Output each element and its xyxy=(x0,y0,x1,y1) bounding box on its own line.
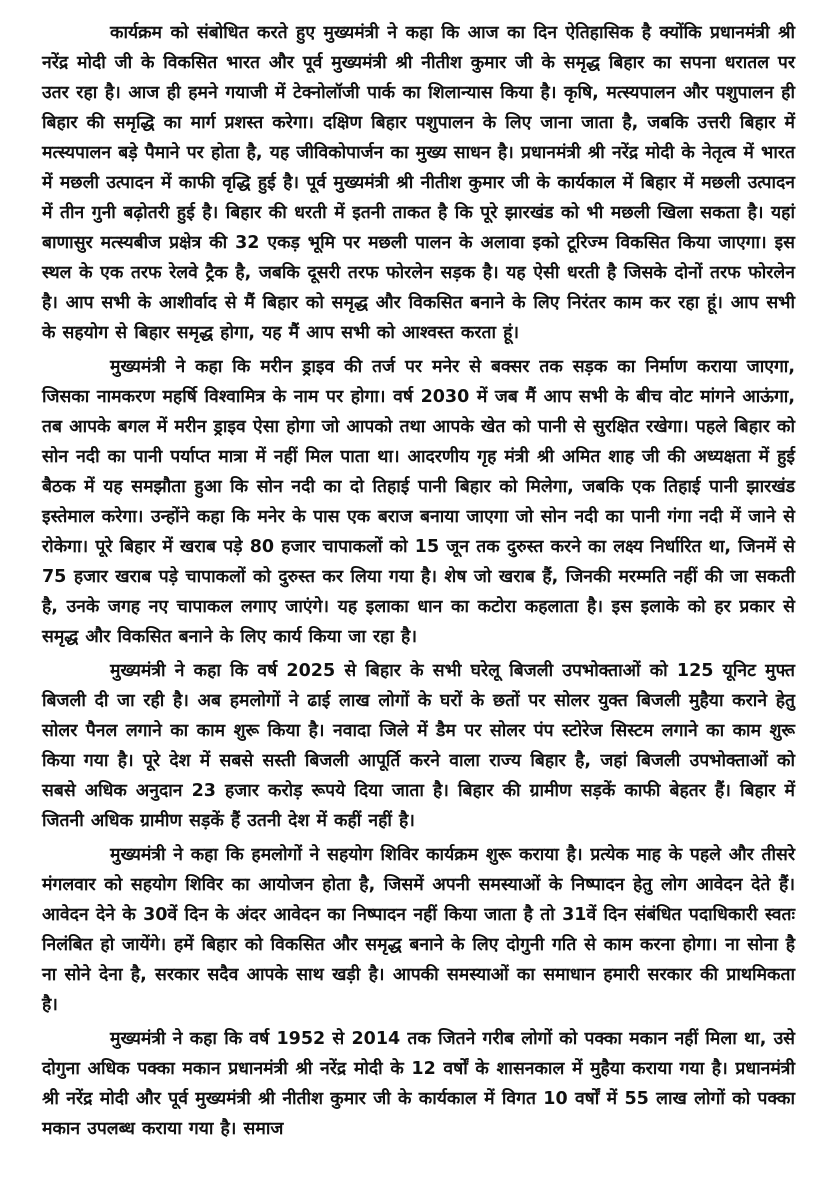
paragraph-5: मुख्यमंत्री ने कहा कि वर्ष 1952 से 2014 तक जितने गरीब लोगों को पक्का मकान नहीं मिला था, उसे दोगुना अधिक पक्का मकान प्रधानमंत्री श्री नरेंद्र मोदी के 12 वर्षों के शासनकाल में मुहैया कराया गया है। प्रधानमंत्री श्री नरेंद्र मोदी और पूर्व मुख्यमंत्री श्री नीतीश कुमार जी के कार्यकाल में विगत 10 वर्षों में 55 लाख लोगों को पक्का मकान उपलब्ध कराया गया है। समाज xyxy=(42,1029,795,1139)
paragraph-1: कार्यक्रम को संबोधित करते हुए मुख्यमंत्री ने कहा कि आज का दिन ऐतिहासिक है क्योंकि प्रधानमंत्री श्री नरेंद्र मोदी जी के विकसित भारत और पूर्व मुख्यमंत्री श्री नीतीश कुमार जी के समृद्ध बिहार का सपना धरातल पर उतर रहा है। आज ही हमने गयाजी में टेक्नोलॉजी पार्क का शिलान्यास किया है। कृषि, मत्स्यपालन और पशुपालन ही बिहार की समृद्धि का मार्ग प्रशस्त करेगा। दक्षिण बिहार पशुपालन के लिए जाना जाता है, जबकि उत्तरी बिहार में मत्स्यपालन बड़े पैमाने पर होता है, यह जीविकोपार्जन का मुख्य साधन है। प्रधानमंत्री श्री नरेंद्र मोदी के नेतृत्व में भारत में मछली उत्पादन में काफी वृद्धि हुई है। पूर्व मुख्यमंत्री श्री नीतीश कुमार जी के कार्यकाल में बिहार में मछली उत्पादन में तीन गुनी बढ़ोतरी हुई है। बिहार की धरती में इतनी ताकत है कि पूरे झारखंड को भी मछली खिला सकता है। यहां बाणासुर मत्स्यबीज प्रक्षेत्र की 32 एकड़ भूमि पर मछली पालन के अलावा इको टूरिज्म विकसित किया जाएगा। इस स्थल के एक तरफ रेलवे ट्रैक है, जबकि दूसरी तरफ फोरलेन सड़क है। यह ऐसी धरती है जिसके दोनों तरफ फोरलेन है। आप सभी के आशीर्वाद से मैं बिहार को समृद्ध और विकसित बनाने के लिए निरंतर काम कर रहा हूं। आप सभी के सहयोग से बिहार समृद्ध होगा, यह मैं आप सभी को आश्वस्त करता हूं। xyxy=(42,23,795,343)
paragraph-4: मुख्यमंत्री ने कहा कि हमलोगों ने सहयोग शिविर कार्यक्रम शुरू कराया है। प्रत्येक माह के पहले और तीसरे मंगलवार को सहयोग शिविर का आयोजन होता है, जिसमें अपनी समस्याओं के निष्पादन हेतु लोग आवेदन देते हैं। आवेदन देने के 30वें दिन के अंदर आवेदन का निष्पादन नहीं किया जाता है तो 31वें दिन संबंधित पदाधिकारी स्वतः निलंबित हो जायेंगे। हमें बिहार को विकसित और समृद्ध बनाने के लिए दोगुनी गति से काम करना होगा। ना सोना है ना सोने देना है, सरकार सदैव आपके साथ खड़ी है। आपकी समस्याओं का समाधान हमारी सरकार की प्राथमिकता है। xyxy=(42,845,795,1015)
paragraph-2: मुख्यमंत्री ने कहा कि मरीन ड्राइव की तर्ज पर मनेर से बक्सर तक सड़क का निर्माण कराया जाएगा, जिसका नामकरण महर्षि विश्वामित्र के नाम पर होगा। वर्ष 2030 में जब मैं आप सभी के बीच वोट मांगने आऊंगा, तब आपके बगल में मरीन ड्राइव ऐसा होगा जो आपको तथा आपके खेत को पानी से सुरक्षित रखेगा। पहले बिहार को सोन नदी का पानी पर्याप्त मात्रा में नहीं मिल पाता था। आदरणीय गृह मंत्री श्री अमित शाह जी की अध्यक्षता में हुई बैठक में यह समझौता हुआ कि सोन नदी का दो तिहाई पानी बिहार को मिलेगा, जबकि एक तिहाई पानी झारखंड इस्तेमाल करेगा। उन्होंने कहा कि मनेर के पास एक बराज बनाया जाएगा जो सोन नदी का पानी गंगा नदी में जाने से रोकेगा। पूरे बिहार में खराब पड़े 80 हजार चापाकलों को 15 जून तक दुरुस्त करने का लक्ष्य निर्धारित था, जिनमें से 75 हजार खराब पड़े चापाकलों को दुरुस्त कर लिया गया है। शेष जो खराब हैं, जिनकी मरम्मति नहीं की जा सकती है, उनके जगह नए चापाकल लगाए जाएंगे। यह इलाका धान का कटोरा कहलाता है। इस इलाके को हर प्रकार से समृद्ध और विकसित बनाने के लिए कार्य किया जा रहा है। xyxy=(42,357,795,647)
paragraph-3: मुख्यमंत्री ने कहा कि वर्ष 2025 से बिहार के सभी घरेलू बिजली उपभोक्ताओं को 125 यूनिट मुफ्त बिजली दी जा रही है। अब हमलोगों ने ढाई लाख लोगों के घरों के छतों पर सोलर युक्त बिजली मुहैया कराने हेतु सोलर पैनल लगाने का काम शुरू किया है। नवादा जिले में डैम पर सोलर पंप स्टोरेज सिस्टम लगाने का काम शुरू किया गया है। पूरे देश में सबसे सस्ती बिजली आपूर्ति करने वाला राज्य बिहार है, जहां बिजली उपभोक्ताओं को सबसे अधिक अनुदान 23 हजार करोड़ रूपये दिया जाता है। बिहार की ग्रामीण सड़कें काफी बेहतर हैं। बिहार में जितनी अधिक ग्रामीण सड़कें हैं उतनी देश में कहीं नहीं है। xyxy=(42,661,795,831)
